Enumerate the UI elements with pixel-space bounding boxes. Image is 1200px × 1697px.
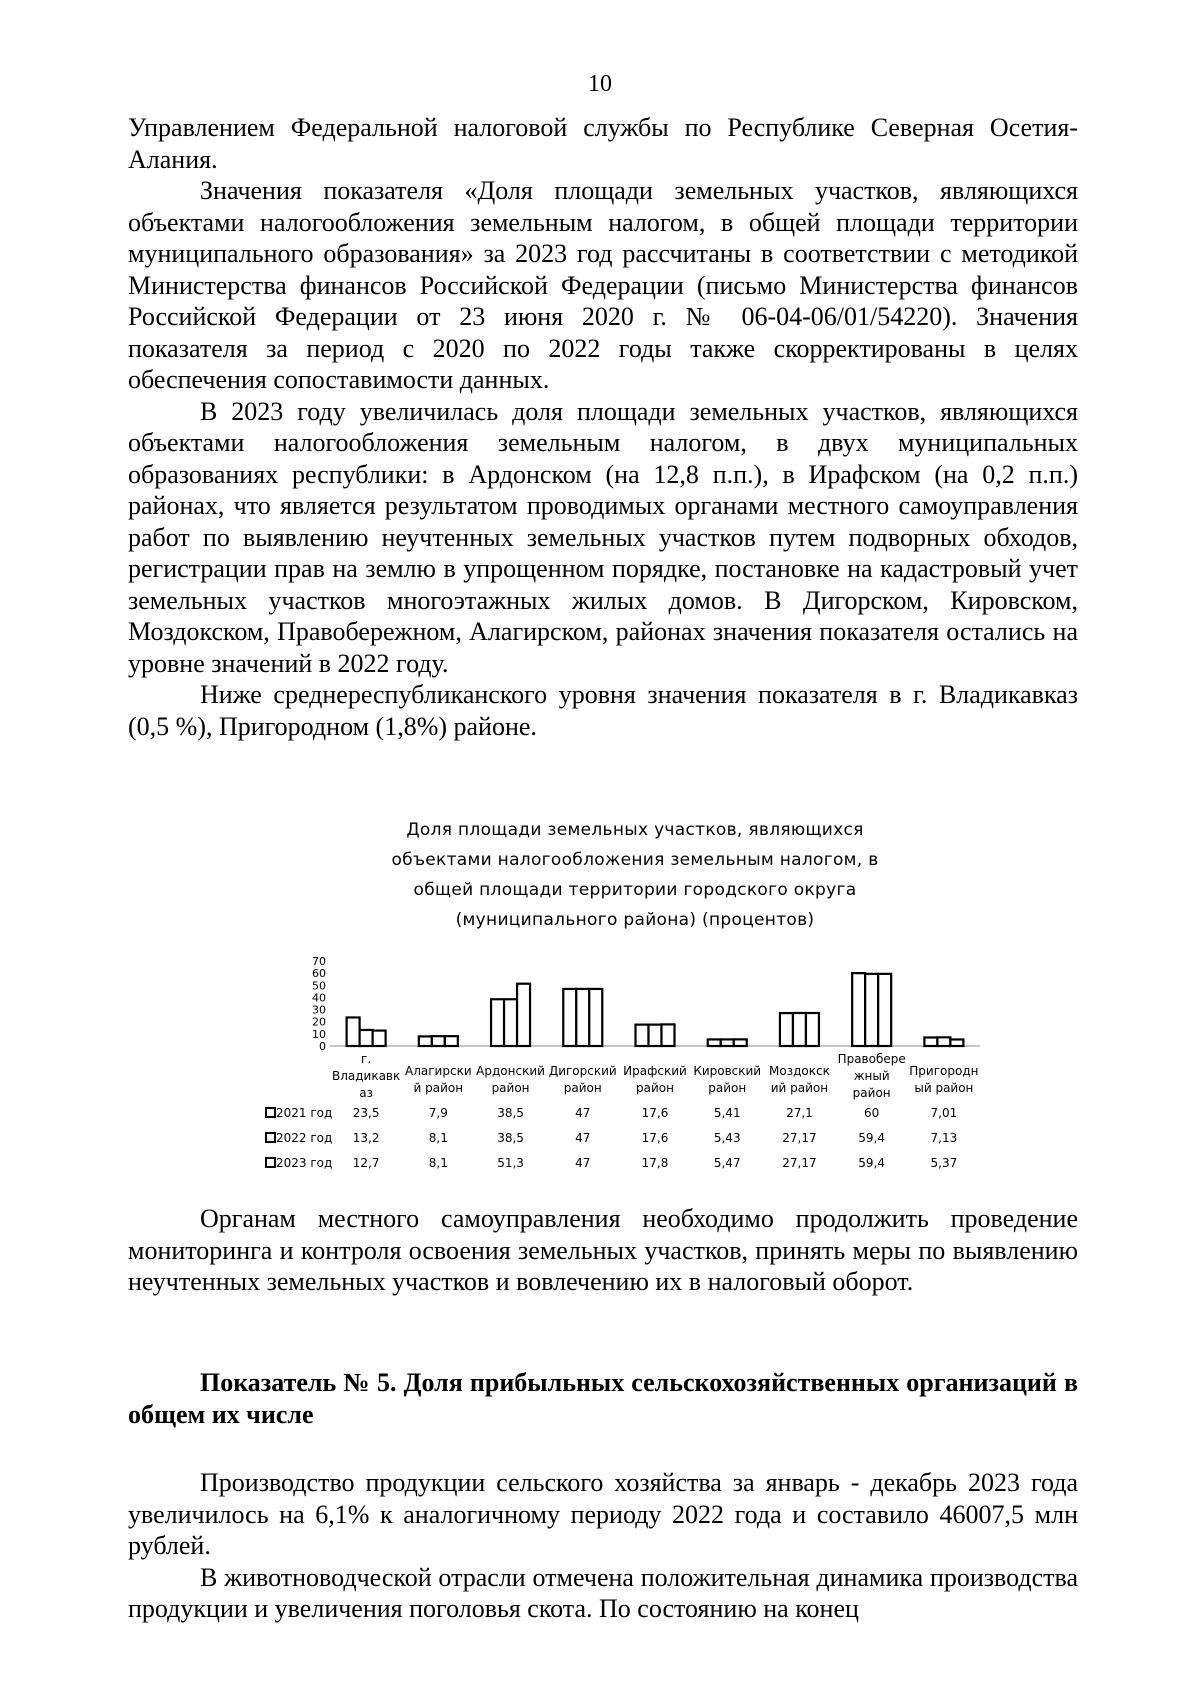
data-table-value: 17,6 bbox=[641, 1131, 669, 1145]
data-table-value: 60 bbox=[864, 1106, 880, 1120]
bar-chart bbox=[276, 815, 990, 1195]
y-tick-label: 10 bbox=[312, 1027, 326, 1041]
y-tick-label: 50 bbox=[312, 979, 326, 993]
x-category-label: Моздокск bbox=[769, 1064, 830, 1078]
bar-2022-год bbox=[360, 1030, 373, 1046]
x-category-label: г. bbox=[361, 1052, 372, 1066]
data-table-value: 27,17 bbox=[782, 1131, 817, 1145]
paragraph: Производство продукции сельского хозяйства за январь - декабрь 2023 года увеличилось на 6,1% к аналогичному периоду 2022 года и составило 46007,5 млн рублей. bbox=[128, 1468, 1078, 1560]
legend-key bbox=[266, 1158, 275, 1167]
x-category-label: Кировский bbox=[693, 1064, 762, 1078]
x-category-label: Ардонский bbox=[476, 1064, 545, 1078]
bar-2023-год bbox=[950, 1039, 963, 1046]
bar-2022-год bbox=[793, 1013, 806, 1046]
bar-2021-год bbox=[924, 1037, 937, 1046]
data-table-value: 5,37 bbox=[930, 1156, 958, 1170]
chart-title-line: Доля площади земельных участков, являющихся bbox=[406, 820, 864, 840]
x-category-label: Дигорский bbox=[548, 1064, 617, 1078]
x-category-label: й район bbox=[413, 1081, 464, 1095]
x-category-label: аз bbox=[359, 1086, 373, 1100]
bar-2023-год bbox=[589, 989, 602, 1046]
bar-2021-год bbox=[636, 1025, 649, 1046]
bar-2023-год bbox=[445, 1036, 458, 1046]
bar-2023-год bbox=[734, 1039, 747, 1046]
paragraph: Управлением Федеральной налоговой службы по Республике Северная Осетия-Алания. bbox=[128, 113, 1078, 174]
chart-title-line: общей площади территории городского округа bbox=[413, 880, 857, 900]
y-tick-label: 40 bbox=[312, 991, 326, 1005]
bar-2022-год bbox=[432, 1036, 445, 1046]
bar-2021-год bbox=[563, 989, 576, 1046]
x-category-label: жный bbox=[853, 1069, 890, 1083]
legend-key bbox=[266, 1133, 275, 1142]
bar-2023-год bbox=[662, 1024, 675, 1046]
data-table-value: 59,4 bbox=[858, 1156, 886, 1170]
section-heading: Показатель № 5. Доля прибыльных сельскохозяйственных организаций в общем их числе bbox=[128, 1368, 1078, 1429]
data-table-value: 5,41 bbox=[713, 1106, 741, 1120]
x-category-label: Алагирски bbox=[405, 1064, 472, 1078]
data-table-value: 51,3 bbox=[497, 1156, 524, 1170]
data-table-value: 47 bbox=[575, 1106, 591, 1120]
data-table-value: 12,7 bbox=[352, 1156, 380, 1170]
legend-label: 2023 год bbox=[276, 1156, 333, 1170]
data-table-value: 47 bbox=[575, 1131, 591, 1145]
bar-2022-год bbox=[504, 999, 517, 1046]
data-table-value: 17,6 bbox=[641, 1106, 669, 1120]
bar-2022-год bbox=[937, 1037, 950, 1046]
legend-label: 2022 год bbox=[276, 1131, 333, 1145]
bar-2021-год bbox=[491, 999, 504, 1046]
bar-2023-год bbox=[373, 1031, 386, 1046]
data-table-value: 7,01 bbox=[930, 1106, 958, 1120]
page-number: 10 bbox=[588, 71, 612, 97]
section-heading-block bbox=[128, 1367, 1078, 1430]
data-table-value: 47 bbox=[575, 1156, 591, 1170]
bar-2023-год bbox=[878, 974, 891, 1046]
chart-title-line: (муниципального района) (процентов) bbox=[455, 910, 815, 930]
x-category-label: Пригородн bbox=[909, 1064, 979, 1078]
bar-2023-год bbox=[517, 984, 530, 1046]
y-tick-label: 30 bbox=[312, 1003, 326, 1017]
data-table-value: 59,4 bbox=[858, 1131, 886, 1145]
x-category-label: район bbox=[636, 1081, 674, 1095]
y-tick-label: 70 bbox=[312, 955, 326, 968]
y-tick-label: 60 bbox=[312, 967, 326, 981]
paragraph: Ниже среднереспубликанского уровня значения показателя в г. Владикавказ (0,5 %), Пригородном (1,8%) районе. bbox=[128, 680, 1078, 741]
paragraph: В 2023 году увеличилась доля площади земельных участков, являющихся объектами налогообложения земельным налогом, в двух муниципальных образованиях республики: в Ардонском (на 12,8 п.п.), в Ирафском (на 0,2 п.п.) районах, что является результатом проводимых органами местного самоуправления работ по выявлению неучтенных земельных участков путем подворных обходов, регистрации прав на землю в упрощенном порядке, постановке на кадастровый учет земельных участков многоэтажных жилых домов. В Дигорском, Кировском, Моздокском, Правобережном, Алагирском, районах значения показателя остались на уровне значений в 2022 году. bbox=[128, 396, 1078, 678]
x-category-label: Ирафский bbox=[623, 1064, 687, 1078]
x-category-label: Владикавк bbox=[331, 1069, 401, 1083]
x-category-label: Правобере bbox=[837, 1052, 906, 1066]
chart-canvas bbox=[276, 815, 990, 1195]
paragraph: В животноводческой отрасли отмечена положительная динамика производства продукции и увеличения поголовья скота. По состоянию на конец bbox=[128, 1562, 1078, 1623]
x-category-label: район bbox=[563, 1081, 602, 1095]
bar-2022-год bbox=[865, 974, 878, 1046]
data-table-value: 17,8 bbox=[641, 1156, 669, 1170]
data-table-value: 7,13 bbox=[930, 1131, 958, 1145]
x-category-label: район bbox=[491, 1081, 530, 1095]
data-table-value: 27,1 bbox=[786, 1106, 813, 1120]
bar-2021-год bbox=[852, 973, 865, 1046]
data-table-value: 5,47 bbox=[713, 1156, 741, 1170]
x-category-label: ый район bbox=[914, 1081, 974, 1095]
body-text-bottom bbox=[128, 1467, 1078, 1625]
data-table-value: 13,2 bbox=[352, 1131, 380, 1145]
bar-2021-год bbox=[780, 1013, 793, 1046]
bar-2022-год bbox=[649, 1025, 662, 1046]
bar-2021-год bbox=[347, 1017, 360, 1046]
y-tick-label: 20 bbox=[312, 1015, 326, 1029]
bar-2022-год bbox=[721, 1039, 734, 1046]
data-table-value: 8,1 bbox=[428, 1156, 448, 1170]
data-table-value: 23,5 bbox=[352, 1106, 380, 1120]
x-category-label: район bbox=[852, 1086, 891, 1100]
data-table-value: 5,43 bbox=[713, 1131, 741, 1145]
data-table-value: 27,17 bbox=[782, 1156, 817, 1170]
data-table-value: 38,5 bbox=[497, 1131, 524, 1145]
data-table-value: 38,5 bbox=[497, 1106, 524, 1120]
x-category-label: ий район bbox=[770, 1081, 829, 1095]
body-text-top bbox=[128, 112, 1078, 742]
legend-label: 2021 год bbox=[276, 1106, 333, 1120]
bar-2023-год bbox=[806, 1013, 819, 1046]
chart-title-line: объектами налогообложения земельным налогом, в bbox=[391, 850, 879, 870]
y-tick-label: 0 bbox=[319, 1040, 326, 1053]
paragraph: Органам местного самоуправления необходимо продолжить проведение мониторинга и контроля освоения земельных участков, принять меры по выявлению неучтенных земельных участков и вовлечению их в налоговый оборот. bbox=[128, 1204, 1078, 1296]
x-category-label: район bbox=[708, 1081, 747, 1095]
bar-2022-год bbox=[576, 989, 589, 1046]
bar-2021-год bbox=[708, 1039, 721, 1046]
data-table-value: 7,9 bbox=[428, 1106, 448, 1120]
legend-key bbox=[266, 1108, 275, 1117]
paragraph: Значения показателя «Доля площади земельных участков, являющихся объектами налогообложения земельным налогом, в общей площади территории муниципального образования» за 2023 год рассчитаны в соответствии с методикой Министерства финансов Российской Федерации (письмо Министерства финансов Российской Федерации от 23 июня 2020 г. № 06-04-06/01/54220). Значения показателя за период с 2020 по 2022 годы также скорректированы в целях обеспечения сопоставимости данных. bbox=[128, 176, 1078, 394]
body-text-mid bbox=[128, 1203, 1078, 1298]
data-table-value: 8,1 bbox=[428, 1131, 448, 1145]
bar-2021-год bbox=[419, 1036, 432, 1046]
